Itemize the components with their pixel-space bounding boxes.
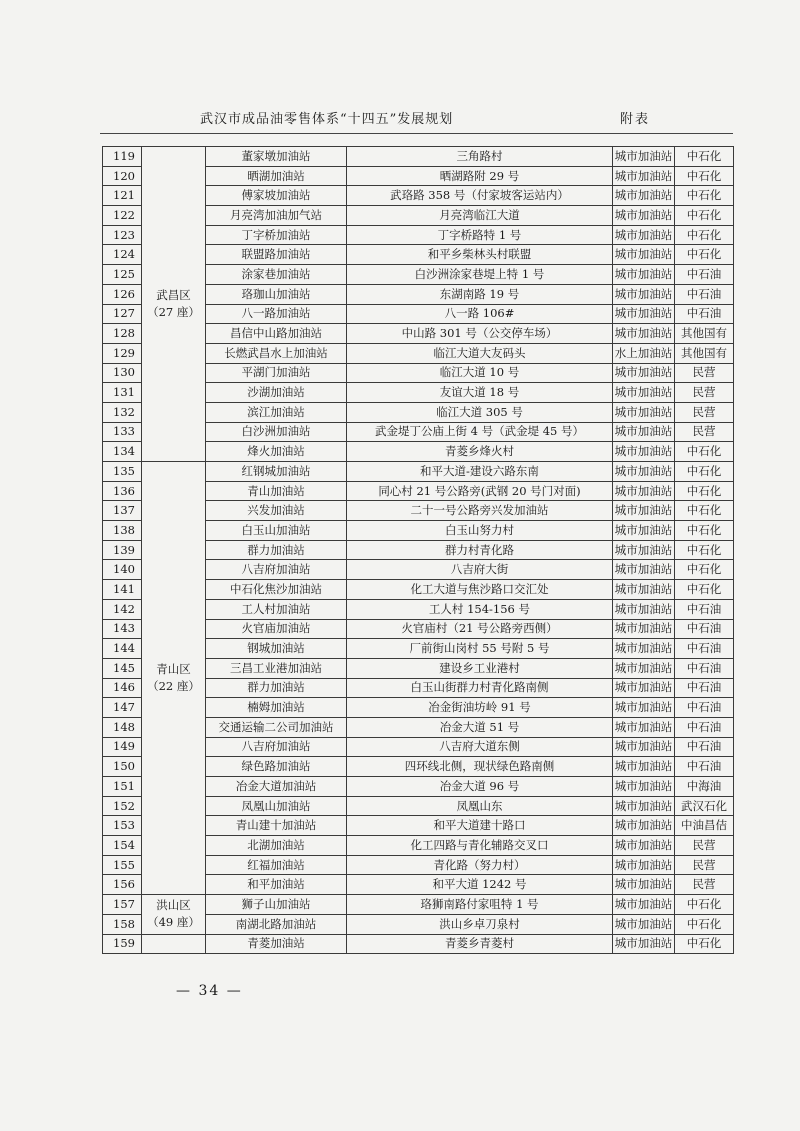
row-number-cell: 159 bbox=[103, 934, 142, 954]
row-number-cell: 144 bbox=[103, 639, 142, 659]
station-name-cell: 平湖门加油站 bbox=[206, 363, 347, 383]
station-name-cell: 凤凰山加油站 bbox=[206, 796, 347, 816]
owner-cell: 中石化 bbox=[675, 206, 734, 226]
address-cell: 工人村 154-156 号 bbox=[347, 599, 613, 619]
station-type-cell: 城市加油站 bbox=[613, 698, 675, 718]
owner-cell: 中石油 bbox=[675, 599, 734, 619]
row-number-cell: 142 bbox=[103, 599, 142, 619]
owner-cell: 民营 bbox=[675, 363, 734, 383]
address-cell: 冶金大道 96 号 bbox=[347, 777, 613, 797]
table-row bbox=[103, 934, 734, 954]
address-cell: 东湖南路 19 号 bbox=[347, 284, 613, 304]
station-name-cell: 冶金大道加油站 bbox=[206, 777, 347, 797]
row-number-cell: 132 bbox=[103, 402, 142, 422]
owner-cell: 中石化 bbox=[675, 481, 734, 501]
station-type-cell: 城市加油站 bbox=[613, 836, 675, 856]
station-name-cell: 楠姆加油站 bbox=[206, 698, 347, 718]
owner-cell: 中石油 bbox=[675, 639, 734, 659]
address-cell: 临江大道大友码头 bbox=[347, 343, 613, 363]
row-number-cell: 155 bbox=[103, 855, 142, 875]
address-cell: 白玉山街群力村青化路南侧 bbox=[347, 678, 613, 698]
district-cell bbox=[142, 895, 206, 934]
district-count: （27 座） bbox=[147, 305, 200, 319]
station-name-cell: 和平加油站 bbox=[206, 875, 347, 895]
address-cell: 青化路（努力村） bbox=[347, 855, 613, 875]
station-name-cell: 月亮湾加油加气站 bbox=[206, 206, 347, 226]
row-number-cell: 119 bbox=[103, 147, 142, 167]
owner-cell: 民营 bbox=[675, 422, 734, 442]
row-number-cell: 138 bbox=[103, 521, 142, 541]
row-number-cell: 153 bbox=[103, 816, 142, 836]
station-name-cell: 八吉府加油站 bbox=[206, 560, 347, 580]
address-cell: 冶金大道 51 号 bbox=[347, 717, 613, 737]
address-cell: 珞狮南路付家咀特 1 号 bbox=[347, 895, 613, 915]
owner-cell: 中石化 bbox=[675, 540, 734, 560]
station-name-cell: 火官庙加油站 bbox=[206, 619, 347, 639]
owner-cell: 中海油 bbox=[675, 777, 734, 797]
station-type-cell: 城市加油站 bbox=[613, 717, 675, 737]
owner-cell: 民营 bbox=[675, 402, 734, 422]
row-number-cell: 148 bbox=[103, 717, 142, 737]
address-cell: 白玉山努力村 bbox=[347, 521, 613, 541]
station-type-cell: 城市加油站 bbox=[613, 737, 675, 757]
owner-cell: 中石油 bbox=[675, 698, 734, 718]
station-name-cell: 中石化焦沙加油站 bbox=[206, 580, 347, 600]
address-cell: 和平大道建十路口 bbox=[347, 816, 613, 836]
table-row bbox=[103, 147, 734, 167]
row-number-cell: 124 bbox=[103, 245, 142, 265]
owner-cell: 武汉石化 bbox=[675, 796, 734, 816]
station-name-cell: 联盟路加油站 bbox=[206, 245, 347, 265]
owner-cell: 中石油 bbox=[675, 619, 734, 639]
row-number-cell: 143 bbox=[103, 619, 142, 639]
owner-cell: 中石化 bbox=[675, 442, 734, 462]
station-type-cell: 城市加油站 bbox=[613, 501, 675, 521]
station-name-cell: 北湖加油站 bbox=[206, 836, 347, 856]
header-rule bbox=[100, 133, 733, 134]
station-type-cell: 城市加油站 bbox=[613, 284, 675, 304]
station-type-cell: 城市加油站 bbox=[613, 521, 675, 541]
owner-cell: 民营 bbox=[675, 383, 734, 403]
owner-cell: 民营 bbox=[675, 855, 734, 875]
station-name-cell: 青菱加油站 bbox=[206, 934, 347, 954]
row-number-cell: 149 bbox=[103, 737, 142, 757]
station-type-cell: 城市加油站 bbox=[613, 875, 675, 895]
row-number-cell: 139 bbox=[103, 540, 142, 560]
address-cell: 火官庙村（21 号公路旁西侧） bbox=[347, 619, 613, 639]
row-number-cell: 146 bbox=[103, 678, 142, 698]
address-cell: 凤凰山东 bbox=[347, 796, 613, 816]
address-cell: 白沙洲涂家巷堤上特 1 号 bbox=[347, 265, 613, 285]
owner-cell: 其他国有 bbox=[675, 343, 734, 363]
station-name-cell: 八吉府加油站 bbox=[206, 737, 347, 757]
owner-cell: 其他国有 bbox=[675, 324, 734, 344]
station-type-cell: 城市加油站 bbox=[613, 914, 675, 934]
address-cell: 和平乡柴林头村联盟 bbox=[347, 245, 613, 265]
address-cell: 和平大道 1242 号 bbox=[347, 875, 613, 895]
row-number-cell: 126 bbox=[103, 284, 142, 304]
table-body bbox=[103, 147, 734, 954]
row-number-cell: 154 bbox=[103, 836, 142, 856]
row-number-cell: 121 bbox=[103, 186, 142, 206]
row-number-cell: 133 bbox=[103, 422, 142, 442]
address-cell: 四环线北侧，现状绿色路南侧 bbox=[347, 757, 613, 777]
owner-cell: 中石化 bbox=[675, 225, 734, 245]
gas-station-table bbox=[102, 146, 734, 954]
row-number-cell: 136 bbox=[103, 481, 142, 501]
row-number-cell: 151 bbox=[103, 777, 142, 797]
address-cell: 中山路 301 号（公交停车场） bbox=[347, 324, 613, 344]
address-cell: 厂前街山岗村 55 号附 5 号 bbox=[347, 639, 613, 659]
row-number-cell: 156 bbox=[103, 875, 142, 895]
owner-cell: 中石化 bbox=[675, 914, 734, 934]
station-type-cell: 城市加油站 bbox=[613, 816, 675, 836]
owner-cell: 中石化 bbox=[675, 166, 734, 186]
row-number-cell: 127 bbox=[103, 304, 142, 324]
table-row bbox=[103, 462, 734, 482]
address-cell: 临江大道 305 号 bbox=[347, 402, 613, 422]
station-name-cell: 昌信中山路加油站 bbox=[206, 324, 347, 344]
station-type-cell: 城市加油站 bbox=[613, 934, 675, 954]
row-number-cell: 123 bbox=[103, 225, 142, 245]
district-name: 武昌区 bbox=[156, 288, 191, 302]
station-name-cell: 晒湖加油站 bbox=[206, 166, 347, 186]
address-cell: 冶金街油坊岭 91 号 bbox=[347, 698, 613, 718]
district-cell bbox=[142, 462, 206, 895]
station-type-cell: 城市加油站 bbox=[613, 383, 675, 403]
owner-cell: 中石化 bbox=[675, 934, 734, 954]
station-name-cell: 青山加油站 bbox=[206, 481, 347, 501]
address-cell: 二十一号公路旁兴发加油站 bbox=[347, 501, 613, 521]
address-cell: 八一路 106# bbox=[347, 304, 613, 324]
address-cell: 八吉府大街 bbox=[347, 560, 613, 580]
row-number-cell: 128 bbox=[103, 324, 142, 344]
address-cell: 武金堤丁公庙上街 4 号（武金堤 45 号） bbox=[347, 422, 613, 442]
owner-cell: 中石油 bbox=[675, 284, 734, 304]
owner-cell: 中石化 bbox=[675, 501, 734, 521]
row-number-cell: 141 bbox=[103, 580, 142, 600]
owner-cell: 民营 bbox=[675, 836, 734, 856]
address-cell: 青菱乡青菱村 bbox=[347, 934, 613, 954]
row-number-cell: 131 bbox=[103, 383, 142, 403]
owner-cell: 中石油 bbox=[675, 265, 734, 285]
station-name-cell: 珞珈山加油站 bbox=[206, 284, 347, 304]
address-cell: 化工大道与焦沙路口交汇处 bbox=[347, 580, 613, 600]
station-type-cell: 城市加油站 bbox=[613, 265, 675, 285]
station-name-cell: 兴发加油站 bbox=[206, 501, 347, 521]
table-row bbox=[103, 895, 734, 915]
address-cell: 洪山乡卓刀泉村 bbox=[347, 914, 613, 934]
owner-cell: 中石化 bbox=[675, 580, 734, 600]
owner-cell: 中石油 bbox=[675, 757, 734, 777]
station-type-cell: 城市加油站 bbox=[613, 324, 675, 344]
station-type-cell: 城市加油站 bbox=[613, 599, 675, 619]
address-cell: 八吉府大道东侧 bbox=[347, 737, 613, 757]
station-name-cell: 工人村加油站 bbox=[206, 599, 347, 619]
station-type-cell: 城市加油站 bbox=[613, 422, 675, 442]
station-name-cell: 三昌工业港加油站 bbox=[206, 658, 347, 678]
owner-cell: 中石化 bbox=[675, 895, 734, 915]
station-type-cell: 城市加油站 bbox=[613, 757, 675, 777]
station-name-cell: 青山建十加油站 bbox=[206, 816, 347, 836]
address-cell: 同心村 21 号公路旁(武钢 20 号门对面) bbox=[347, 481, 613, 501]
row-number-cell: 122 bbox=[103, 206, 142, 226]
owner-cell: 中油昌佶 bbox=[675, 816, 734, 836]
station-type-cell: 城市加油站 bbox=[613, 796, 675, 816]
station-name-cell: 交通运输二公司加油站 bbox=[206, 717, 347, 737]
station-name-cell: 白沙洲加油站 bbox=[206, 422, 347, 442]
station-type-cell: 城市加油站 bbox=[613, 777, 675, 797]
address-cell: 月亮湾临江大道 bbox=[347, 206, 613, 226]
address-cell: 和平大道-建设六路东南 bbox=[347, 462, 613, 482]
row-number-cell: 152 bbox=[103, 796, 142, 816]
owner-cell: 中石油 bbox=[675, 304, 734, 324]
address-cell: 晒湖路附 29 号 bbox=[347, 166, 613, 186]
station-type-cell: 城市加油站 bbox=[613, 442, 675, 462]
row-number-cell: 157 bbox=[103, 895, 142, 915]
row-number-cell: 125 bbox=[103, 265, 142, 285]
address-cell: 武珞路 358 号（付家坡客运站内） bbox=[347, 186, 613, 206]
row-number-cell: 140 bbox=[103, 560, 142, 580]
district-cell bbox=[142, 147, 206, 462]
address-cell: 群力村青化路 bbox=[347, 540, 613, 560]
owner-cell: 中石化 bbox=[675, 186, 734, 206]
station-type-cell: 城市加油站 bbox=[613, 462, 675, 482]
station-name-cell: 狮子山加油站 bbox=[206, 895, 347, 915]
station-name-cell: 群力加油站 bbox=[206, 540, 347, 560]
owner-cell: 中石油 bbox=[675, 658, 734, 678]
owner-cell: 中石化 bbox=[675, 147, 734, 167]
station-type-cell: 城市加油站 bbox=[613, 580, 675, 600]
station-name-cell: 红福加油站 bbox=[206, 855, 347, 875]
address-cell: 三角路村 bbox=[347, 147, 613, 167]
station-type-cell: 城市加油站 bbox=[613, 245, 675, 265]
row-number-cell: 145 bbox=[103, 658, 142, 678]
station-name-cell: 滨江加油站 bbox=[206, 402, 347, 422]
station-type-cell: 城市加油站 bbox=[613, 540, 675, 560]
station-name-cell: 白玉山加油站 bbox=[206, 521, 347, 541]
station-name-cell: 烽火加油站 bbox=[206, 442, 347, 462]
station-type-cell: 水上加油站 bbox=[613, 343, 675, 363]
district-cell-continued bbox=[142, 934, 206, 954]
station-type-cell: 城市加油站 bbox=[613, 658, 675, 678]
station-type-cell: 城市加油站 bbox=[613, 363, 675, 383]
address-cell: 青菱乡烽火村 bbox=[347, 442, 613, 462]
station-type-cell: 城市加油站 bbox=[613, 206, 675, 226]
row-number-cell: 120 bbox=[103, 166, 142, 186]
station-name-cell: 涂家巷加油站 bbox=[206, 265, 347, 285]
station-name-cell: 红钢城加油站 bbox=[206, 462, 347, 482]
district-name: 青山区 bbox=[156, 662, 191, 677]
address-cell: 友谊大道 18 号 bbox=[347, 383, 613, 403]
owner-cell: 中石化 bbox=[675, 560, 734, 580]
station-type-cell: 城市加油站 bbox=[613, 166, 675, 186]
station-type-cell: 城市加油站 bbox=[613, 225, 675, 245]
station-name-cell: 傅家坡加油站 bbox=[206, 186, 347, 206]
station-type-cell: 城市加油站 bbox=[613, 186, 675, 206]
row-number-cell: 158 bbox=[103, 914, 142, 934]
row-number-cell: 147 bbox=[103, 698, 142, 718]
address-cell: 丁字桥路特 1 号 bbox=[347, 225, 613, 245]
station-type-cell: 城市加油站 bbox=[613, 481, 675, 501]
station-name-cell: 绿色路加油站 bbox=[206, 757, 347, 777]
station-type-cell: 城市加油站 bbox=[613, 147, 675, 167]
address-cell: 临江大道 10 号 bbox=[347, 363, 613, 383]
station-name-cell: 钢城加油站 bbox=[206, 639, 347, 659]
station-type-cell: 城市加油站 bbox=[613, 560, 675, 580]
owner-cell: 中石油 bbox=[675, 717, 734, 737]
document-title: 武汉市成品油零售体系“十四五”发展规划 bbox=[200, 112, 454, 127]
station-type-cell: 城市加油站 bbox=[613, 619, 675, 639]
owner-cell: 中石化 bbox=[675, 521, 734, 541]
station-name-cell: 长燃武昌水上加油站 bbox=[206, 343, 347, 363]
station-name-cell: 丁字桥加油站 bbox=[206, 225, 347, 245]
station-type-cell: 城市加油站 bbox=[613, 639, 675, 659]
page-header bbox=[200, 108, 650, 130]
station-name-cell: 董家墩加油站 bbox=[206, 147, 347, 167]
owner-cell: 中石油 bbox=[675, 737, 734, 757]
owner-cell: 中石化 bbox=[675, 462, 734, 482]
row-number-cell: 135 bbox=[103, 462, 142, 482]
owner-cell: 中石化 bbox=[675, 245, 734, 265]
station-name-cell: 八一路加油站 bbox=[206, 304, 347, 324]
district-count: （49 座） bbox=[147, 915, 200, 930]
station-type-cell: 城市加油站 bbox=[613, 895, 675, 915]
owner-cell: 民营 bbox=[675, 875, 734, 895]
row-number-cell: 150 bbox=[103, 757, 142, 777]
station-name-cell: 群力加油站 bbox=[206, 678, 347, 698]
station-name-cell: 沙湖加油站 bbox=[206, 383, 347, 403]
owner-cell: 中石油 bbox=[675, 678, 734, 698]
station-type-cell: 城市加油站 bbox=[613, 402, 675, 422]
annex-label: 附表 bbox=[619, 112, 650, 127]
row-number-cell: 130 bbox=[103, 363, 142, 383]
station-type-cell: 城市加油站 bbox=[613, 678, 675, 698]
station-type-cell: 城市加油站 bbox=[613, 304, 675, 324]
district-name: 洪山区 bbox=[156, 898, 191, 913]
row-number-cell: 137 bbox=[103, 501, 142, 521]
station-name-cell: 南湖北路加油站 bbox=[206, 914, 347, 934]
row-number-cell: 134 bbox=[103, 442, 142, 462]
row-number-cell: 129 bbox=[103, 343, 142, 363]
page-number: — 34 — bbox=[176, 983, 243, 999]
address-cell: 建设乡工业港村 bbox=[347, 658, 613, 678]
address-cell: 化工四路与青化辅路交叉口 bbox=[347, 836, 613, 856]
station-type-cell: 城市加油站 bbox=[613, 855, 675, 875]
district-count: （22 座） bbox=[147, 679, 200, 694]
